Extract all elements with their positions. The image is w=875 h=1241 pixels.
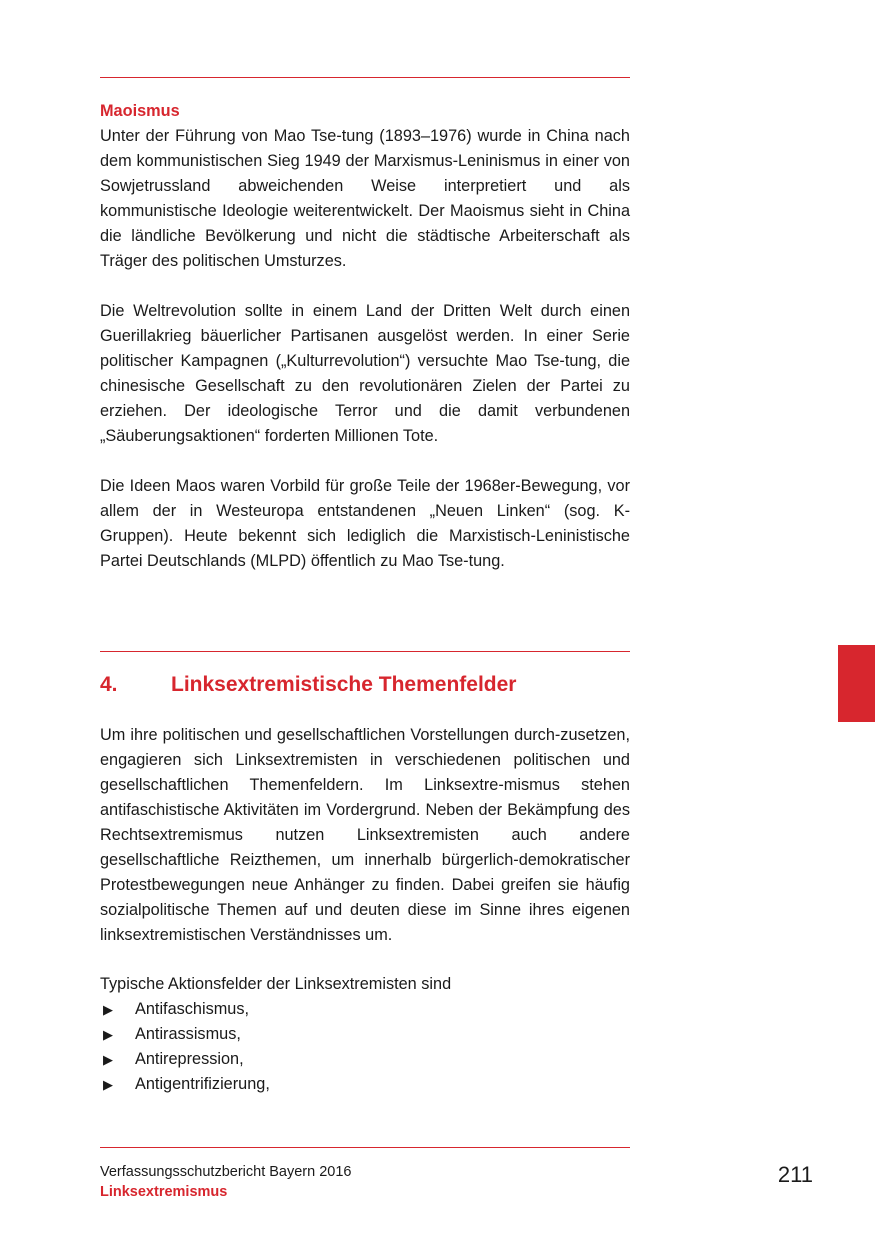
list-item-text: Antirepression, xyxy=(135,1050,244,1068)
triangle-right-icon: ▶ xyxy=(103,1027,113,1042)
top-rule xyxy=(100,77,630,78)
section-heading xyxy=(100,670,630,700)
footer-publication: Verfassungsschutzbericht Bayern 2016 xyxy=(100,1164,352,1180)
section-title: Linksextremistische Themenfelder xyxy=(171,673,517,696)
footer-chapter: Linksextremismus xyxy=(100,1184,228,1200)
box-paragraph-1: Unter der Führung von Mao Tse-tung (1893–1976) wurde in China nach dem kommunistischen Sieg 1949 der Marxismus-Leninismus in einer von Sowjetrussland abweichenden Weise interpretiert und als kommunistische Ideologie weiterentwickelt. Der Maoismus sieht in China die ländliche Bevölkerung und nicht die städtische Arbeiterschaft als Träger des politischen Umsturzes. xyxy=(100,127,630,270)
triangle-right-icon: ▶ xyxy=(103,1002,113,1017)
triangle-right-icon: ▶ xyxy=(103,1077,113,1092)
section-number: 4. xyxy=(100,673,118,696)
section-rule xyxy=(100,651,630,652)
section-paragraph: Um ihre politischen und gesellschaftlichen Vorstellungen durch-zusetzen, engagieren sich Linksextremisten in verschiedenen politischen und gesellschaftlichen Themenfeldern. Im Linksextre-mismus stehen antifaschistische Aktivitäten im Vordergrund. Neben der Bekämpfung des Rechtsextremismus nutzen Linksextremisten auch andere gesellschaftliche Reizthemen, um innerhalb bürgerlich-demokratischer Protestbewegungen neue Anhänger zu finden. Dabei greifen sie häufig sozialpolitische Themen auf und deuten diese im Sinne ihres eigenen linksextremistischen Verständnisses um. xyxy=(100,726,630,944)
chapter-tab-marker xyxy=(838,645,875,722)
list-item-text: Antirassismus, xyxy=(135,1025,241,1043)
list-item xyxy=(100,997,630,1022)
box-paragraph-3: Die Ideen Maos waren Vorbild für große Teile der 1968er-Bewegung, vor allem der in Westeuropa entstandenen „Neuen Linken“ (sog. K-Gruppen). Heute bekennt sich lediglich die Marxistisch-Leninistische Partei Deutschlands (MLPD) öffentlich zu Mao Tse-tung. xyxy=(100,477,630,570)
list-intro: Typische Aktionsfelder der Linksextremisten sind xyxy=(100,975,452,993)
page-number: 211 xyxy=(777,1162,813,1187)
triangle-right-icon: ▶ xyxy=(103,1052,113,1067)
list-item-text: Antigentrifizierung, xyxy=(135,1075,270,1093)
action-fields-list xyxy=(100,997,630,1097)
footer-rule xyxy=(100,1147,630,1148)
list-item xyxy=(100,1047,630,1072)
list-item xyxy=(100,1022,630,1047)
box-paragraph-2: Die Weltrevolution sollte in einem Land der Dritten Welt durch einen Guerillakrieg bäuerlicher Partisanen ausgelöst werden. In einer Serie politischer Kampagnen („Kulturrevolution“) versuchte Mao Tse-tung, die chinesische Gesellschaft zu den revolutionären Zielen der Partei zu erziehen. Der ideologische Terror und die damit verbundenen „Säuberungsaktionen“ forderten Millionen Tote. xyxy=(100,302,630,445)
list-item-text: Antifaschismus, xyxy=(135,1000,250,1018)
list-item xyxy=(100,1072,630,1097)
box-title: Maoismus xyxy=(100,102,180,120)
